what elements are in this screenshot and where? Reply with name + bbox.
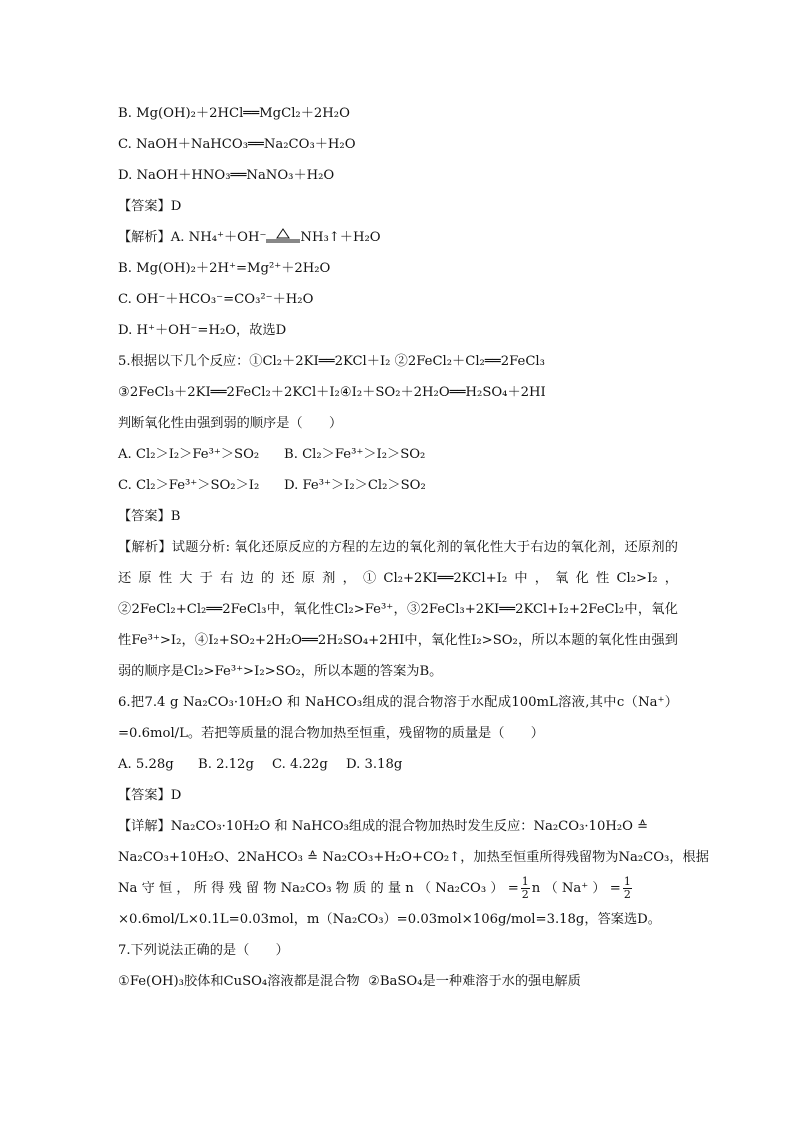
detail-q6-line-3	[118, 873, 678, 904]
heating-triangle-icon	[266, 222, 300, 253]
option-a-q6: A. 5.28g	[118, 757, 174, 772]
detail-q6-line-2: Na₂CO₃+10H₂O、2NaHCO₃ ≙ Na₂CO₃+H₂O+CO₂↑，加热至恒重所得残留物为Na₂CO₃，根据	[118, 850, 709, 865]
answer-q5: 【答案】B	[118, 509, 181, 524]
analysis-q4-a	[118, 222, 678, 253]
question-7: 7.下列说法正确的是（ ）	[118, 943, 289, 958]
question-5-line-1: 5.根据以下几个反应：①Cl₂＋2KI══2KCl＋I₂ ②2FeCl₂＋Cl₂══2FeCl₃	[118, 354, 545, 369]
item-1-q7: ①Fe(OH)₃胶体和CuSO₄溶液都是混合物	[118, 974, 360, 989]
question-5-options-ab	[118, 439, 678, 470]
analysis-q4-d: D. H⁺＋OH⁻=H₂O，故选D	[118, 323, 287, 338]
option-b-q5: B. Cl₂＞Fe³⁺＞I₂＞SO₂	[284, 447, 426, 462]
answer-q4: 【答案】D	[118, 199, 182, 214]
analysis-q4-c: C. OH⁻＋HCO₃⁻=CO₃²⁻＋H₂O	[118, 292, 314, 307]
option-b-q4: B. Mg(OH)₂＋2HCl══MgCl₂＋2H₂O	[118, 106, 350, 121]
option-d-q5: D. Fe³⁺＞I₂＞Cl₂＞SO₂	[284, 478, 426, 493]
fraction-numerator: 1	[521, 875, 529, 888]
option-a-q5: A. Cl₂＞I₂＞Fe³⁺＞SO₂	[118, 447, 260, 462]
detail-q6-line-3-right: n （ Na⁺ ） =	[531, 881, 621, 896]
fraction-one-half-a	[521, 876, 530, 901]
fraction-denominator: 2	[623, 888, 631, 901]
question-5-line-2: ③2FeCl₃＋2KI══2FeCl₂＋2KCl＋I₂④I₂＋SO₂＋2H₂O══H₂SO₄＋2HI	[118, 385, 546, 400]
detail-q6-line-3-left: Na 守 恒 ， 所 得 残 留 物 Na₂CO₃ 物 质 的 量 n （ Na₂CO₃ ） =	[118, 881, 519, 896]
answer-q6: 【答案】D	[118, 788, 182, 803]
question-5-prompt: 判断氧化性由强到弱的顺序是（ ）	[118, 416, 343, 431]
question-7-items	[118, 966, 678, 997]
item-2-q7: ②BaSO₄是一种难溶于水的强电解质	[368, 974, 581, 989]
analysis-q5: 【解析】试题分析: 氧化还原反应的方程的左边的氧化剂的氧化性大于右边的氧化剂，还原剂的还原性大于右边的还原剂，①Cl₂+2KI══2KCl+I₂中，氧化性Cl₂>I₂，②2FeCl₂+Cl₂══2FeCl₃中，氧化性Cl₂>Fe³⁺，③2FeCl₃+2KI══2KCl+I₂+2FeCl₂中，氧化性Fe³⁺>I₂，④I₂+SO₂+2H₂O══2H₂SO₄+2HI中，氧化性I₂>SO₂，所以本题的氧化性由强到弱的顺序是Cl₂>Fe³⁺>I₂>SO₂，所以本题的答案为B。	[118, 540, 678, 679]
fraction-numerator: 1	[623, 875, 631, 888]
analysis-q4-b: B. Mg(OH)₂＋2H⁺=Mg²⁺＋2H₂O	[118, 261, 331, 276]
analysis-q4-a-left: 【解析】A. NH₄⁺＋OH⁻	[118, 230, 267, 245]
detail-q6-line-4: ×0.6mol/L×0.1L=0.03mol，m（Na₂CO₃）=0.03mol×106g/mol=3.18g，答案选D。	[118, 912, 661, 927]
fraction-denominator: 2	[521, 888, 529, 901]
option-b-q6: B. 2.12g	[198, 757, 254, 772]
document-page	[118, 98, 709, 997]
option-c-q6: C. 4.22g	[272, 757, 328, 772]
analysis-q4-a-right: NH₃↑＋H₂O	[300, 230, 381, 245]
option-c-q5: C. Cl₂＞Fe³⁺＞SO₂＞I₂	[118, 478, 260, 493]
question-6-options	[118, 749, 678, 780]
question-5-options-cd	[118, 470, 678, 501]
question-6: 6.把7.4 g Na₂CO₃·10H₂O 和 NaHCO₃组成的混合物溶于水配成100mL溶液,其中c（Na⁺）=0.6mol/L。若把等质量的混合物加热至恒重，残留物的质量是（ ）	[118, 695, 678, 741]
option-d-q6: D. 3.18g	[346, 757, 403, 772]
option-d-q4: D. NaOH＋HNO₃══NaNO₃＋H₂O	[118, 168, 335, 183]
fraction-one-half-b	[623, 876, 632, 901]
detail-q6-line-1: 【详解】Na₂CO₃·10H₂O 和 NaHCO₃组成的混合物加热时发生反应：Na₂CO₃·10H₂O ≙	[118, 819, 649, 834]
option-c-q4: C. NaOH＋NaHCO₃══Na₂CO₃＋H₂O	[118, 137, 356, 152]
